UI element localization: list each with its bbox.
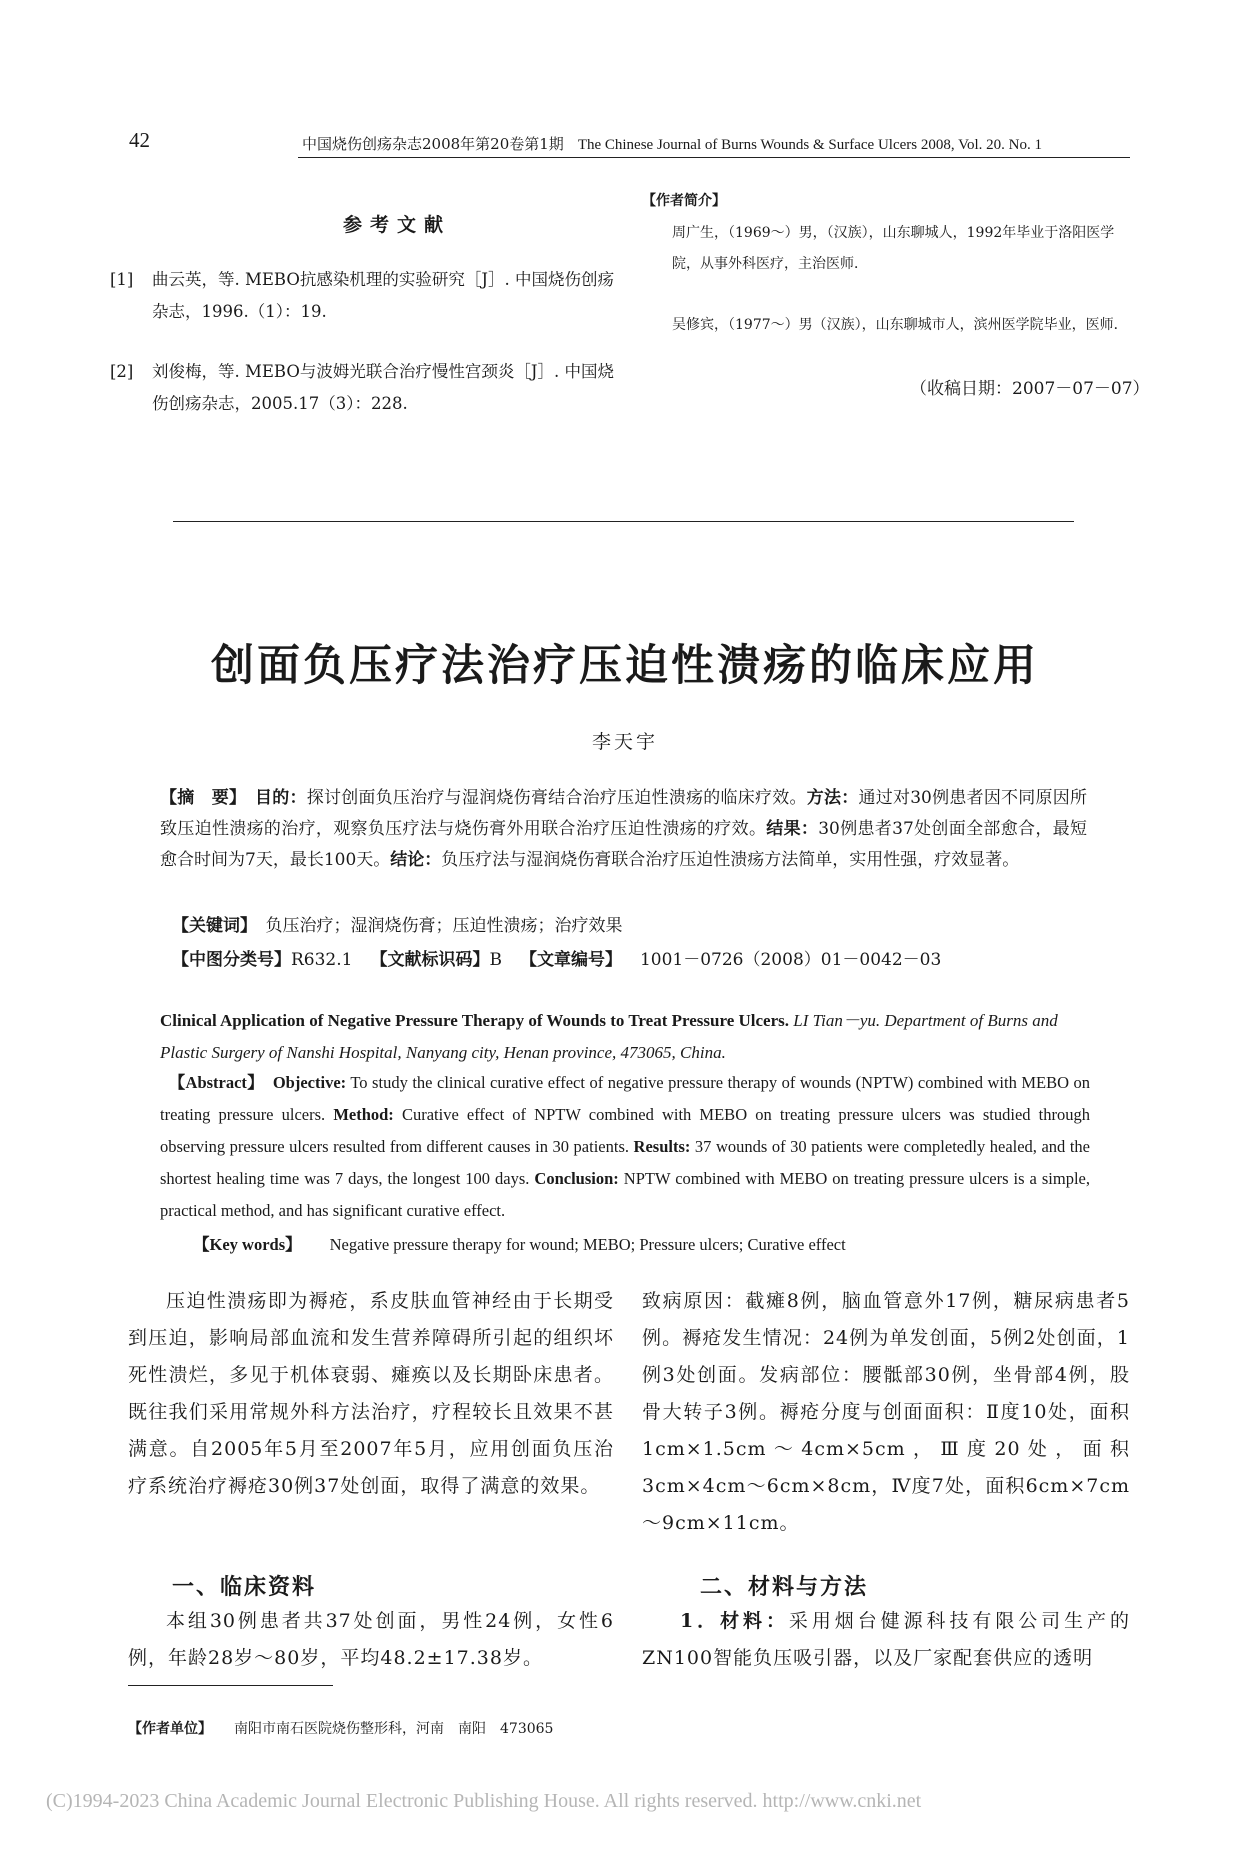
reference-text: 刘俊梅，等. MEBO与波姆光联合治疗慢性宫颈炎［J］. 中国烧伤创疡杂志，2005.17（3）：228. [152,362,614,413]
section-heading-materials-methods: 二、材料与方法 [700,1574,869,1600]
english-keywords-text: Negative pressure therapy for wound; MEBO; Pressure ulcers; Curative effect [329,1235,846,1254]
english-conclusion: NPTW combined with MEBO on treating pressure ulcers is a simple, practical method, and has significant curative effect. [160,1169,1090,1220]
keywords-cn-label: 【关键词】 [172,916,249,936]
article-title: 创面负压疗法治疗压迫性溃疡的临床应用 [211,641,1039,691]
abstract-conclusion: 负压疗法与湿润烧伤膏联合治疗压迫性溃疡方法简单，实用性强，疗效显著。 [441,850,1020,870]
etiology-paragraph: 致病原因：截瘫8例，脑血管意外17例，糖尿病患者5例。褥疮发生情况：24例为单发创面，5例2处创面，1例3处创面。发病部位：腰骶部30例，坐骨部4例，股骨大转子3例。褥疮分度与创面面积：Ⅱ度10处，面积1cm×1.5cm～4cm×5cm，Ⅲ度20处，面积3cm×4cm～6cm×8cm，Ⅳ度7处，面积6cm×7cm～9cm×11cm。 [642,1290,1130,1534]
journal-name-cn: 中国烧伤创疡杂志2008年第20卷第1期 [302,135,564,153]
affiliation-text: 南阳市南石医院烧伤整形科，河南 南阳 473065 [234,1721,554,1737]
keywords-cn [172,911,623,936]
article-number-label: 【文章编号】 [519,950,622,970]
abstract-result: 30例患者37处创面全部愈合，最短愈合时间为7天，最长100天。 [160,819,1088,870]
affiliation-label: 【作者单位】 [128,1721,212,1737]
english-conclusion-label: Conclusion: [534,1169,619,1188]
abstract-method: 通过对30例患者因不同原因所致压迫性溃疡的治疗，观察负压疗法与烧伤膏外用联合治疗压迫性溃疡的疗效。 [160,788,1088,839]
reference-number: [2] [110,362,134,381]
clinical-data-paragraph: 本组30例患者共37处创面，男性24例，女性6例，年龄28岁～80岁，平均48.2±17.38岁。 [128,1610,614,1669]
abstract-conclusion-label: 结论： [390,850,442,870]
english-method-label: Method: [333,1105,394,1124]
reference-item [110,356,620,420]
keywords-cn-text: 负压治疗；湿润烧伤膏；压迫性溃疡；治疗效果 [265,916,623,936]
article-number: 1001－0726（2008）01－0042－03 [639,950,942,970]
doc-code-label: 【文献标识码】 [370,950,490,970]
english-abstract-label: 【Abstract】 [176,1073,256,1092]
section-heading-clinical-data: 一、临床资料 [172,1574,317,1600]
article-author: 李天宇 [591,731,658,753]
footnote-rule [128,1685,333,1686]
received-date: （收稿日期：2007－07－07） [910,379,1150,399]
abstract-cn [160,783,1087,876]
english-objective-label: Objective: [272,1073,347,1092]
english-results: 37 wounds of 30 patients were completedly healed, and the shortest healing time was 7 days, the longest 100 days. [160,1137,1090,1188]
english-keywords [193,1231,846,1255]
abstract-objective-label: 目的： [254,788,307,808]
page-number: 42 [129,128,150,152]
english-keywords-label: 【Key words】 [193,1235,302,1254]
author-bio-heading: 【作者简介】 [642,193,726,209]
english-objective: To study the clinical curative effect of negative pressure therapy of wounds (NPTW) combined with MEBO on treating pressure ulcers. [160,1073,1091,1124]
classification-line [172,945,959,970]
doc-code: B [489,950,502,970]
running-head [302,133,1042,154]
clc-code: R632.1 [291,950,353,970]
english-method: Curative effect of NPTW combined with MEBO on treating pressure ulcers was studied through observing pressure ulcers resulted from different causes in 30 patients. [160,1105,1090,1156]
english-results-label: Results: [633,1137,691,1156]
materials-paragraph [642,1603,1130,1677]
english-title: Clinical Application of Negative Pressure Therapy of Wounds to Treat Pressure Ulcers. [160,1011,789,1030]
author-affiliation [128,1718,553,1738]
copyright-notice: (C)1994-2023 China Academic Journal Electronic Publishing House. All rights reserved. http://www.cnki.net [46,1790,922,1812]
materials-label: 1．材料： [680,1610,789,1632]
abstract-method-label: 方法： [806,788,859,808]
reference-text: 曲云英，等. MEBO抗感染机理的实验研究［J］. 中国烧伤创疡杂志，1996.（1）：19. [152,270,614,321]
reference-number: [1] [110,270,134,289]
abstract-result-label: 结果： [766,819,819,839]
intro-paragraph: 压迫性溃疡即为褥疮，系皮肤血管神经由于长期受到压迫，影响局部血流和发生营养障碍所引起的组织坏死性溃烂，多见于机体衰弱、瘫痪以及长期卧床患者。既往我们采用常规外科方法治疗，疗程较长且效果不甚满意。自2005年5月至2007年5月，应用创面负压治疗系统治疗褥疮30例37处创面，取得了满意的效果。 [128,1290,614,1497]
references-title: 参考文献 [343,214,452,236]
journal-name-en: The Chinese Journal of Burns Wounds & Surface Ulcers 2008, Vol. 20. No. 1 [577,137,1042,153]
abstract-objective: 探讨创面负压治疗与湿润烧伤膏结合治疗压迫性溃疡的临床疗效。 [306,788,807,808]
english-author: LI Tian－yu. [793,1011,881,1030]
author-bio-entry: 周广生，（1969～）男，（汉族），山东聊城人，1992年毕业于洛阳医学院，从事外科医疗，主治医师． [672,225,1115,272]
section-divider [173,521,1074,522]
english-abstract [160,1067,1090,1227]
reference-item [110,264,620,328]
english-title-block [160,1005,1090,1069]
materials-text: 采用烟台健源科技有限公司生产的ZN100智能负压吸引器，以及厂家配套供应的透明 [642,1610,1130,1669]
english-affiliation: Department of Burns and Plastic Surgery of Nanshi Hospital, Nanyang city, Henan province, 473065, China. [160,1011,1058,1062]
abstract-label: 【摘 要】 [160,788,238,808]
author-bio-entry: 吴修宾，（1977～）男（汉族），山东聊城市人，滨州医学院毕业，医师． [672,317,1128,333]
clc-label: 【中图分类号】 [172,950,291,970]
header-rule [298,157,1130,158]
